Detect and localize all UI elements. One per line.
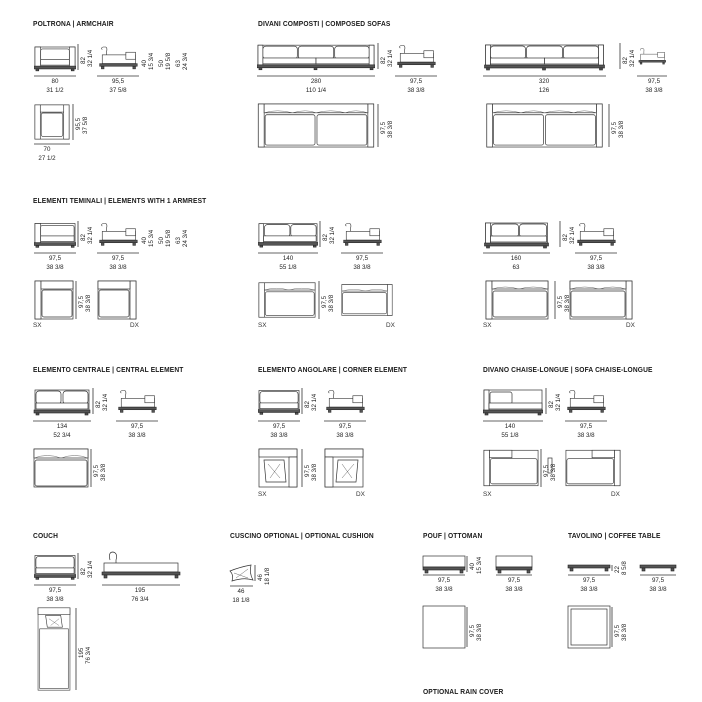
cushion-drawing: [230, 565, 253, 581]
couch-width-in: 38 3/8: [46, 596, 64, 603]
sofa-320-width-in: 126: [538, 87, 550, 94]
sofa-320-front-view: [485, 45, 605, 70]
armrest-dx-label: DX: [130, 322, 139, 329]
armchair-height-in: 32 1/4: [87, 49, 94, 67]
armchair-cushion-h-in: 24 3/4: [182, 52, 189, 70]
armrest-sx-label: SX: [33, 322, 42, 329]
ottoman-width-in: 38 3/8: [435, 586, 453, 593]
title-optional-cushion: CUSCINO OPTIONAL | OPTIONAL CUSHION: [230, 531, 374, 540]
armrest-side-h3-in: 24 3/4: [182, 229, 189, 247]
table-depth-in: 38 3/8: [649, 586, 667, 593]
table-height-in: 8 5/8: [621, 561, 628, 575]
sofa-280-top-depth: 97,5: [380, 121, 387, 134]
armchair-seat-h-in: 15 3/4: [148, 52, 155, 70]
armrest-side-h3: 63: [175, 237, 182, 244]
sofa-280-width-in: 110 1/4: [305, 87, 327, 94]
corner-top-dx: [325, 449, 363, 487]
armchair-arm-h-in: 19 5/8: [165, 52, 172, 70]
armchair-top-width-in: 27 1/2: [38, 155, 56, 162]
corner-dx-label: DX: [356, 491, 365, 498]
central-top-depth: 97,5: [93, 464, 100, 477]
title-composed-sofas: DIVANI COMPOSTI | COMPOSED SOFAS: [258, 19, 391, 28]
armchair-top-depth: 95,5: [75, 117, 82, 130]
armrest-160-top-dx: [570, 281, 632, 319]
sofa-320-top-view: [487, 104, 602, 147]
armchair-width-in: 31 1/2: [46, 87, 64, 94]
coffee-table-side-view: [640, 565, 676, 571]
central-depth: 97,5: [130, 423, 144, 430]
title-armchair: POLTRONA | ARMCHAIR: [33, 19, 114, 28]
ottoman-side-view: [496, 556, 532, 573]
corner-height-in: 32 1/4: [311, 393, 318, 411]
armchair-front-view: [34, 47, 76, 71]
armrest-160-sx-label: SX: [483, 322, 492, 329]
central-width-in: 52 3/4: [53, 432, 71, 439]
table-depth: 97,5: [651, 577, 665, 584]
sofa-280-depth: 97,5: [409, 78, 423, 85]
armrest-w4-in: 63: [512, 264, 520, 271]
central-front-view: [34, 390, 90, 415]
cushion-width-in: 18 1/8: [232, 597, 250, 604]
sofa-320-depth: 97,5: [647, 78, 661, 85]
couch-height-in: 32 1/4: [87, 560, 94, 578]
central-side-view: [119, 391, 157, 413]
corner-top-sx: [259, 449, 297, 487]
corner-front-view: [258, 391, 300, 415]
central-height: 82: [95, 401, 102, 408]
sofa-280-height: 82: [380, 57, 387, 64]
sofa-320-height-in: 32 1/4: [629, 49, 636, 67]
corner-width-in: 38 3/8: [270, 432, 288, 439]
table-width-in: 38 3/8: [580, 586, 598, 593]
chaise-height: 82: [548, 401, 555, 408]
armchair-seat-h: 40: [141, 60, 148, 67]
ottoman-width: 97,5: [437, 577, 451, 584]
central-width: 134: [56, 423, 68, 430]
armrest-w1-in: 38 3/8: [46, 264, 64, 271]
armrest-140-dx-label: DX: [386, 322, 395, 329]
chaise-height-in: 32 1/4: [555, 393, 562, 411]
armrest-140-top-depth-in: 38 3/8: [328, 294, 335, 312]
chaise-top-depth-in: 38 3/8: [550, 463, 557, 481]
armrest-w2: 97,5: [111, 255, 125, 262]
title-central-element: ELEMENTO CENTRALE | CENTRAL ELEMENT: [33, 365, 184, 374]
coffee-table-top-view: [568, 606, 610, 648]
sofa-280-width: 280: [310, 78, 322, 85]
corner-depth: 97,5: [338, 423, 352, 430]
central-top-depth-in: 38 3/8: [100, 463, 107, 481]
title-rain-cover: OPTIONAL RAIN COVER: [423, 687, 504, 696]
armchair-width: 80: [51, 78, 59, 85]
armchair-top-depth-in: 37 5/8: [82, 116, 89, 134]
chaise-front-view: [483, 390, 543, 415]
armrest-w4-side-in: 38 3/8: [587, 264, 605, 271]
ottoman-depth-in: 38 3/8: [505, 586, 523, 593]
chaise-top-dx: [566, 450, 620, 485]
coffee-table-front-view: [568, 565, 610, 571]
sofa-280-depth-in: 38 3/8: [407, 87, 425, 94]
sofa-280-top-view: [258, 104, 373, 147]
central-depth-in: 38 3/8: [128, 432, 146, 439]
title-ottoman: POUF | OTTOMAN: [423, 531, 483, 540]
armrest-w1: 97,5: [48, 255, 62, 262]
armrest-side-h1: 40: [141, 237, 148, 244]
chaise-sx-label: SX: [483, 491, 492, 498]
couch-top-view: [38, 608, 70, 690]
armrest-160-top-depth: 97,5: [557, 295, 564, 308]
sofa-320-width: 320: [538, 78, 550, 85]
couch-top-length: 195: [78, 647, 85, 658]
armrest-side-h1-in: 15 3/4: [148, 229, 155, 247]
armrest-side-h2: 50: [158, 237, 165, 244]
armchair-top-width: 70: [43, 146, 51, 153]
armrest-140-side-view: [344, 224, 382, 246]
armchair-top-view: [35, 105, 69, 139]
armrest-height: 82: [80, 234, 87, 241]
chaise-dx-label: DX: [611, 491, 620, 498]
armrest-top-depth: 97,5: [78, 295, 85, 308]
sofa-280-top-depth-in: 38 3/8: [387, 120, 394, 138]
armrest-top-depth-in: 38 3/8: [85, 294, 92, 312]
cushion-height: 46: [257, 574, 264, 581]
title-elements-armrest: ELEMENTI TEMINALI | ELEMENTS WITH 1 ARMREST: [33, 196, 207, 205]
armrest-w4-side: 97,5: [589, 255, 603, 262]
armrest-side-h2-in: 19 5/8: [165, 229, 172, 247]
armrest-160-dx-label: DX: [626, 322, 635, 329]
armrest-160-height-in: 32 1/4: [569, 226, 576, 244]
armchair-height: 82: [80, 57, 87, 64]
chaise-depth-in: 38 3/8: [577, 432, 595, 439]
table-top-depth: 97,5: [614, 624, 621, 637]
chaise-side-view: [568, 391, 606, 413]
armchair-arm-h: 50: [158, 60, 165, 67]
armrest-w4: 160: [510, 255, 522, 262]
ottoman-top-depth: 97,5: [469, 624, 476, 637]
title-couch: COUCH: [33, 531, 59, 540]
title-corner-element: ELEMENTO ANGOLARE | CORNER ELEMENT: [258, 365, 408, 374]
chaise-width: 140: [504, 423, 516, 430]
title-chaise-longue: DIVANO CHAISE-LONGUE | SOFA CHAISE-LONGUE: [483, 365, 653, 374]
sofa-320-depth-in: 38 3/8: [645, 87, 663, 94]
armrest-140-top-depth: 97,5: [321, 295, 328, 308]
armrest-140-sx-label: SX: [258, 322, 267, 329]
ottoman-height: 40: [469, 563, 476, 570]
armrest-160-side-view: [578, 224, 616, 246]
armrest-element-top-sx: [35, 281, 73, 319]
sofa-280-front-view: [257, 45, 375, 70]
armchair-depth: 95,5: [111, 78, 125, 85]
chaise-top-depth: 97,5: [543, 464, 550, 477]
central-height-in: 32 1/4: [102, 393, 109, 411]
couch-length: 195: [134, 587, 146, 594]
sofa-320-side-view: [639, 49, 666, 65]
chaise-depth: 97,5: [579, 423, 593, 430]
couch-side-view: [102, 552, 180, 578]
ottoman-height-in: 15 3/4: [476, 556, 483, 574]
couch-width: 97,5: [48, 587, 62, 594]
corner-width: 97,5: [272, 423, 286, 430]
sofa-280-side-view: [398, 46, 436, 68]
ottoman-depth: 97,5: [507, 577, 521, 584]
corner-sx-label: SX: [258, 491, 267, 498]
chaise-width-in: 55 1/8: [501, 432, 519, 439]
sofa-320-top-depth: 97,5: [611, 121, 618, 134]
armrest-height-in: 32 1/4: [87, 226, 94, 244]
corner-depth-in: 38 3/8: [336, 432, 354, 439]
ottoman-top-depth-in: 38 3/8: [476, 623, 483, 641]
table-height: 22: [614, 566, 621, 573]
ottoman-front-view: [423, 556, 465, 573]
couch-length-in: 76 3/4: [131, 596, 149, 603]
armrest-160-front-view: [485, 223, 549, 248]
armrest-w3: 140: [282, 255, 294, 262]
cushion-height-in: 18 1/8: [264, 567, 271, 585]
sofa-320-height: 82: [622, 57, 629, 64]
armrest-140-top-sx: [259, 283, 315, 317]
armchair-depth-in: 37 5/8: [109, 87, 127, 94]
couch-height: 82: [80, 568, 87, 575]
armrest-140-height-in: 32 1/4: [329, 226, 336, 244]
sofa-280-height-in: 32 1/4: [387, 49, 394, 67]
corner-side-view: [327, 391, 365, 413]
table-top-depth-in: 38 3/8: [621, 623, 628, 641]
armchair-cushion-h: 63: [175, 60, 182, 67]
title-coffee-table: TAVOLINO | COFFEE TABLE: [568, 531, 661, 540]
armrest-w3-in: 55 1/8: [279, 264, 297, 271]
armrest-w3-side: 97,5: [355, 255, 369, 262]
armrest-160-height: 82: [562, 234, 569, 241]
central-top-view: [34, 449, 88, 487]
corner-top-depth-in: 38 3/8: [311, 463, 318, 481]
armrest-element-side-view: [100, 224, 138, 246]
armrest-element-front-view: [34, 224, 76, 248]
armrest-140-front-view: [258, 224, 318, 247]
corner-height: 82: [304, 401, 311, 408]
armrest-160-top-sx: [486, 281, 548, 319]
armrest-160-top-depth-in: 38 3/8: [564, 294, 571, 312]
sofa-320-top-depth-in: 38 3/8: [618, 120, 625, 138]
armrest-140-height: 82: [322, 234, 329, 241]
table-width: 97,5: [582, 577, 596, 584]
couch-front-view: [34, 556, 76, 580]
cushion-width: 46: [237, 588, 245, 595]
armrest-w3-side-in: 38 3/8: [353, 264, 371, 271]
ottoman-top-view: [423, 606, 465, 648]
armchair-side-view: [100, 47, 138, 69]
couch-top-length-in: 76 3/4: [85, 646, 92, 664]
chaise-top-sx: [484, 450, 538, 485]
armrest-element-top-dx: [98, 281, 136, 319]
armrest-w2-in: 38 3/8: [109, 264, 127, 271]
armrest-140-top-dx: [342, 285, 392, 316]
corner-top-depth: 97,5: [304, 464, 311, 477]
